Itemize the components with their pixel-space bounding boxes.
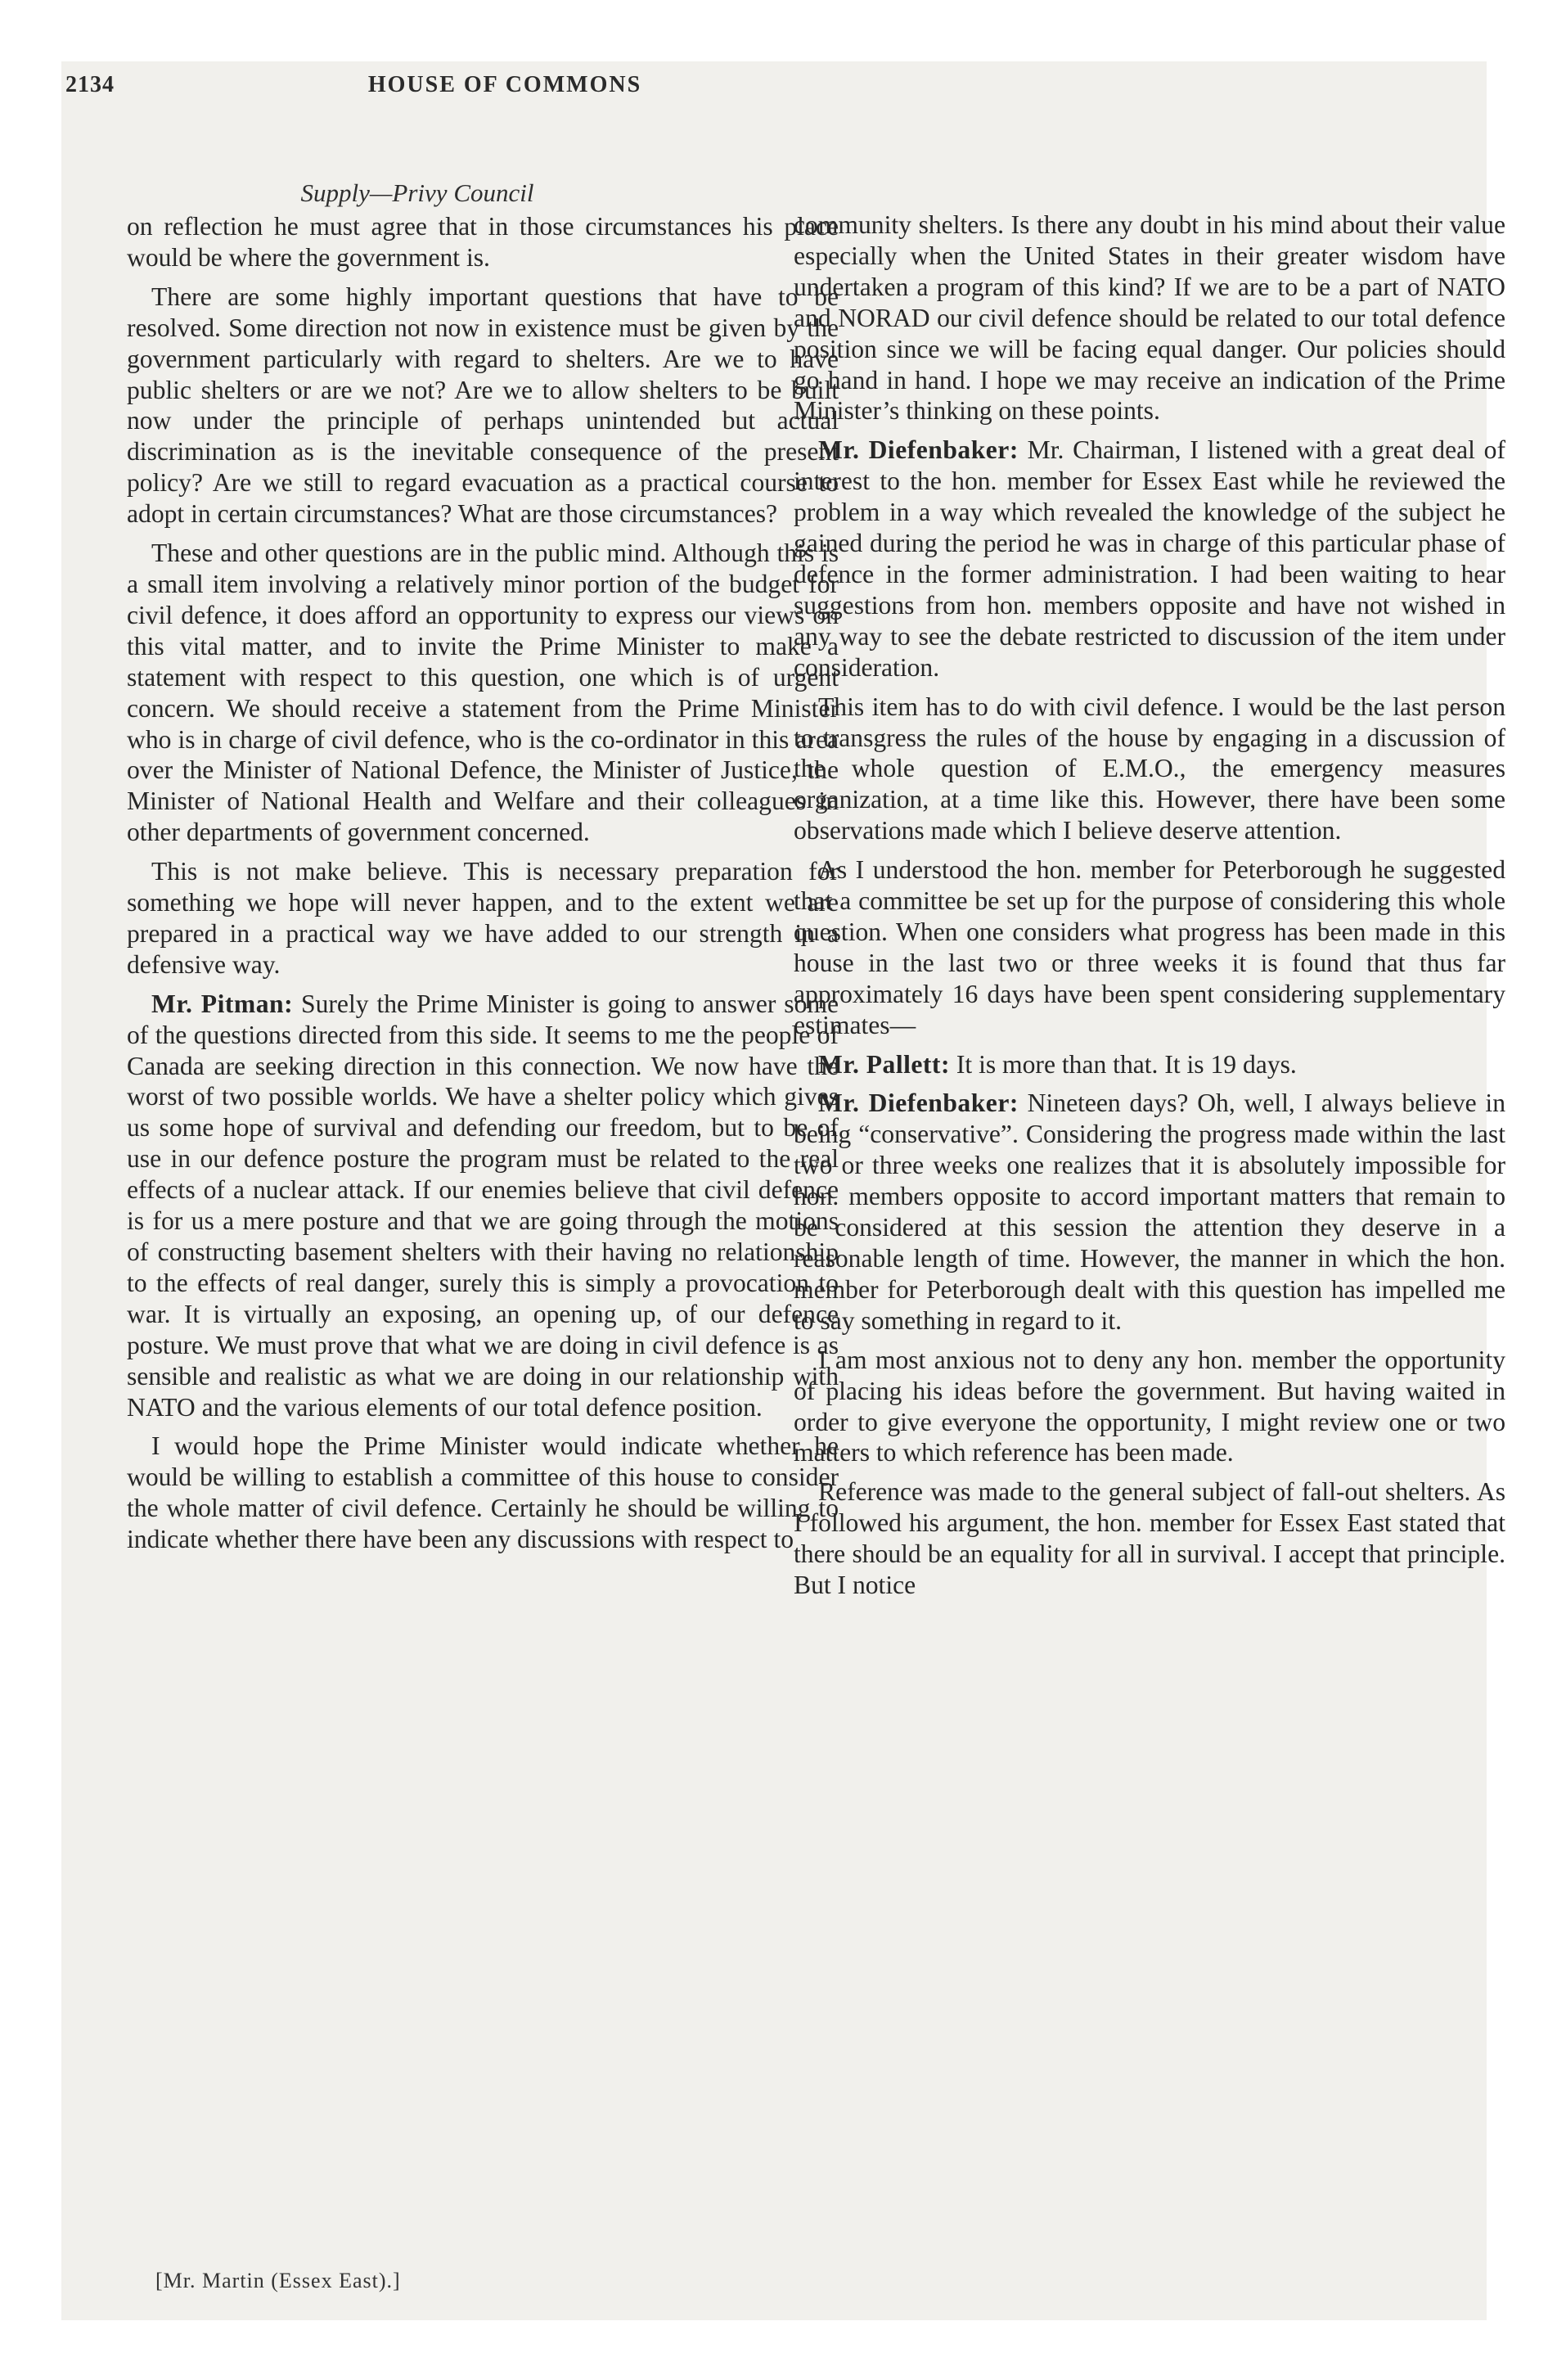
- paragraph: [794, 435, 1505, 683]
- paragraph-text: Reference was made to the general subject of fall-out shelters. As I followed his argument, the hon. member for Essex East stated that there should be an equality for all in survival. I accept that principle. But I notice: [794, 1477, 1505, 1600]
- page-header: [65, 72, 944, 105]
- running-title: HOUSE OF COMMONS: [367, 72, 642, 97]
- paragraph: [127, 282, 839, 530]
- speaker-name: Mr. Pitman:: [151, 989, 294, 1018]
- paragraph: [794, 692, 1505, 847]
- paragraph-text: Mr. Chairman, I listened with a great deal of interest to the hon. member for Essex East while he reviewed the problem in a way which revealed the knowledge of the subject he gained during the period he was in charge of this particular phase of defence in the former administration. I had been waiting to hear suggestions from hon. members opposite and have not wished in any way to see the debate restricted to discussion of the item under consideration.: [794, 435, 1505, 682]
- speaker-name: Mr. Diefenbaker:: [818, 435, 1019, 465]
- paragraph-text: It is more than that. It is 19 days.: [956, 1049, 1297, 1079]
- paragraph-text: There are some highly important questions that have to be resolved. Some direction not now in existence must be given by the government particularly with regard to shelters. Are we to have public shelters or are we not? Are we to allow shelters to be built now under the principle of perhaps unintended but actual discrimination as is the inevitable consequence of the present policy? Are we still to regard evacuation as a practical course to adopt in certain circumstances? What are those circumstances?: [127, 282, 839, 529]
- paragraph-text: This is not make believe. This is necessary preparation for something we hope will never happen, and to the extent we are prepared in a practical way we have added to our strength in a defensive way.: [127, 857, 839, 979]
- paragraph-text: community shelters. Is there any doubt in his mind about their value especially when the United States in their greater wisdom have undertaken a program of this kind? If we are to be a part of NATO and NORAD our civil defence should be related to our total defence position since we will be facing equal danger. Our policies should go hand in hand. I hope we may receive an indication of the Prime Minister’s thinking on these points.: [794, 210, 1505, 426]
- paragraph: [794, 1345, 1505, 1469]
- paragraph-text: I am most anxious not to deny any hon. member the opportunity of placing his ideas before the government. But having waited in order to give everyone the opportunity, I might review one or two matters to which reference has been made.: [794, 1345, 1505, 1467]
- paragraph: [127, 989, 839, 1423]
- paragraph: [127, 211, 839, 273]
- paragraph-text: on reflection he must agree that in those circumstances his place would be where the government is.: [127, 212, 839, 272]
- speaker-name: Mr. Pallett:: [818, 1049, 950, 1079]
- paragraph: [794, 1476, 1505, 1601]
- paragraph-text: Surely the Prime Minister is going to answer some of the questions directed from this side. It seems to me the people of Canada are seeking direction in this connection. We now have the worst of two possible worlds. We have a shelter policy which gives us some hope of survival and defending our freedom, but to be of use in our defence posture the program must be related to the real effects of a nuclear attack. If our enemies believe that civil defence is for us a mere posture and that we are going through the motions of constructing basement shelters with their having no relationship to the effects of real danger, surely this is simply a provocation to war. It is virtually an exposing, an opening up, of our defence posture. We must prove that what we are doing in civil defence is as sensible and realistic as what we are doing in our relationship with NATO and the various elements of our total defence position.: [127, 989, 839, 1422]
- paragraph: [794, 854, 1505, 1040]
- speaker-attribution-footer: [Mr. Martin (Essex East).]: [155, 2269, 401, 2292]
- left-text-column: [127, 211, 839, 1563]
- section-subheading: Supply—Privy Council: [300, 178, 534, 207]
- paragraph-text: I would hope the Prime Minister would indicate whether he would be willing to establish a committee of this house to consider the whole matter of civil defence. Certainly he should be willing to indicate whether there have been any discussions with respect to: [127, 1431, 839, 1554]
- paragraph-text: Nineteen days? Oh, well, I always believe in being “conservative”. Considering the progress made within the last two or three weeks one realizes that it is absolutely impossible for hon. members opposite to accord important matters that remain to be considered at this session the attention they deserve in a reasonable length of time. However, the manner in which the hon. member for Peterborough dealt with this question has impelled me to say something in regard to it.: [794, 1089, 1505, 1335]
- paragraph-text: These and other questions are in the public mind. Although this is a small item involving a relatively minor portion of the budget for civil defence, it does afford an opportunity to express our views on this vital matter, and to invite the Prime Minister to make a statement with respect to this question, one which is of urgent concern. We should receive a statement from the Prime Minister who is in charge of civil defence, who is the co-ordinator in this area over the Minister of National Defence, the Minister of Justice, the Minister of National Health and Welfare and their colleagues in other departments of government concerned.: [127, 539, 839, 847]
- paragraph: [127, 856, 839, 980]
- paragraph-text: As I understood the hon. member for Peterborough he suggested that a committee be set up for the purpose of considering this whole question. When one considers what progress has been made in this house in the last two or three weeks it is found that thus far approximately 16 days have been spent considering supplementary estimates—: [794, 855, 1505, 1039]
- speaker-name: Mr. Diefenbaker:: [818, 1089, 1019, 1118]
- paragraph-text: This item has to do with civil defence. I would be the last person to transgress the rules of the house by engaging in a discussion of the whole question of E.M.O., the emergency measures organization, at a time like this. However, there have been some observations made which I believe deserve attention.: [794, 692, 1505, 845]
- paragraph: [127, 1431, 839, 1555]
- paragraph: [127, 538, 839, 848]
- page-number: 2134: [65, 72, 115, 97]
- paragraph: [794, 1088, 1505, 1336]
- right-text-column: [794, 210, 1505, 1609]
- paragraph: [794, 1049, 1505, 1080]
- paragraph: [794, 210, 1505, 426]
